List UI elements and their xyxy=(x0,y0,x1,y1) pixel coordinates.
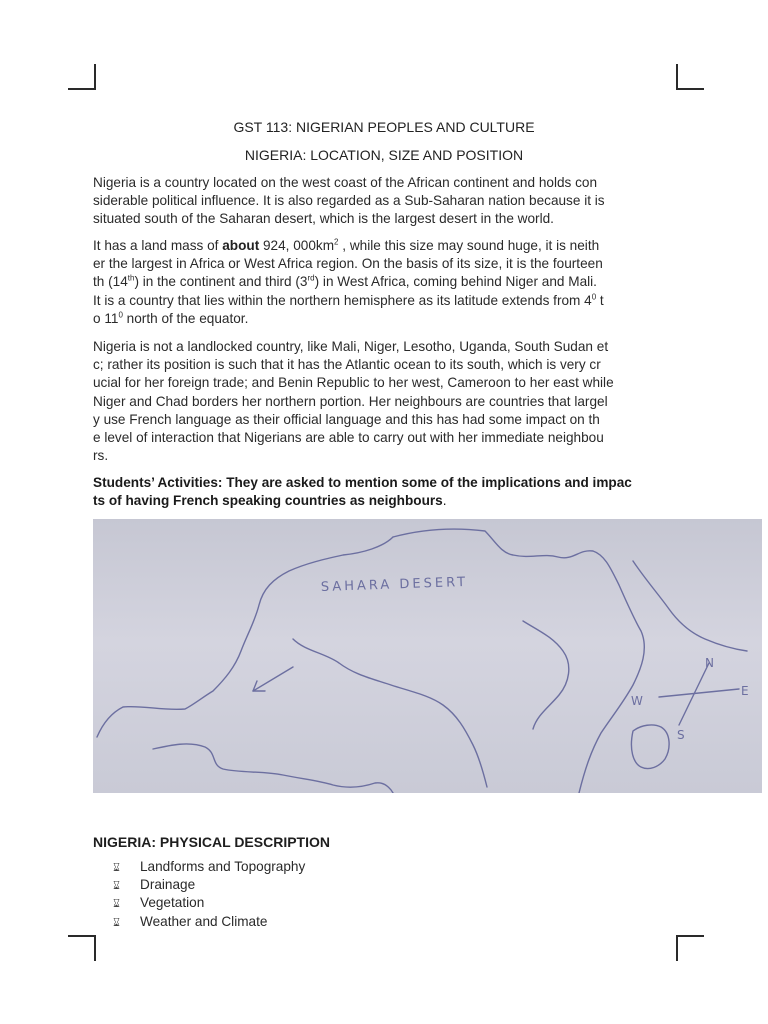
continent-west-coast xyxy=(97,537,393,737)
hand-drawn-africa-map xyxy=(93,519,762,793)
list-item: ⌛︎ Vegetation xyxy=(113,894,305,912)
hourglass-bullet-icon: ⌛︎ xyxy=(113,898,120,911)
text-line: situated south of the Saharan desert, which is the largest desert in the world. xyxy=(93,211,554,227)
text-line: c; rather its position is such that it has the Atlantic ocean to its south, which is very cr xyxy=(93,357,601,373)
text-line: Nigeria is a country located on the west coast of the African continent and holds con xyxy=(93,175,598,190)
inland-border xyxy=(523,621,569,729)
crop-mark-bottom-left xyxy=(68,935,96,961)
text-line: e level of interaction that Nigerians are able to carry out with her immediate neighbou xyxy=(93,430,604,446)
paragraph-size xyxy=(93,237,678,328)
compass-east: E xyxy=(741,684,749,698)
continent-outline xyxy=(393,529,644,793)
compass-north: N xyxy=(705,656,714,670)
paragraph-location xyxy=(93,174,678,229)
map-sketch xyxy=(93,519,762,793)
text-line: It has a land mass of about 924, $000km^2$ , while this size may sound huge, it is neith xyxy=(93,237,600,253)
desert-label: SAHARA DESERT xyxy=(320,574,469,595)
physical-description-heading: NIGERIA: PHYSICAL DESCRIPTION xyxy=(93,834,330,850)
students-activity xyxy=(93,474,678,511)
gulf-coast xyxy=(153,744,393,793)
text-line: Nigeria is not a landlocked country, like Mali, Niger, Lesotho, Uganda, South Sudan et xyxy=(93,339,609,354)
hourglass-bullet-icon: ⌛︎ xyxy=(113,880,120,893)
crop-mark-top-right xyxy=(676,64,704,90)
physical-topics-list xyxy=(113,858,305,931)
course-title: GST 113: NIGERIAN PEOPLES AND CULTURE xyxy=(233,119,535,135)
text-line: y use French language as their official language and this has had some impact on th xyxy=(93,411,600,427)
hourglass-bullet-icon: ⌛︎ xyxy=(113,862,120,874)
crop-mark-bottom-right xyxy=(676,935,704,961)
text-line: siderable political influence. It is also regarded as a Sub-Saharan nation because it is xyxy=(93,193,605,209)
text-line: er the largest in Africa or West Africa region. On the basis of its size, it is the fourteen xyxy=(93,256,603,272)
activity-line: ts of having French speaking countries as neighbours. xyxy=(93,493,447,509)
east-horn xyxy=(633,561,747,651)
compass-horizontal xyxy=(659,689,739,697)
hourglass-bullet-icon: ⌛︎ xyxy=(113,916,120,929)
text-line: ucial for her foreign trade; and Benin Republic to her west, Cameroon to her east while xyxy=(93,375,614,391)
crop-mark-top-left xyxy=(68,64,96,90)
list-item: ⌛︎ Weather and Climate xyxy=(113,913,305,931)
text-line: th (14th) in the continent and third (3rd) in West Africa, coming behind Niger and Mali. xyxy=(93,273,597,290)
text-line: Niger and Chad borders her northern portion. Her neighbours are countries that largel xyxy=(93,393,608,409)
island-outline xyxy=(631,725,669,769)
activity-line: Students’ Activities: They are asked to mention some of the implications and impac xyxy=(93,475,632,490)
list-item: ⌛︎ Drainage xyxy=(113,876,305,894)
compass-south: S xyxy=(677,728,685,742)
paragraph-position xyxy=(93,338,678,465)
section-title: NIGERIA: LOCATION, SIZE AND POSITION xyxy=(244,147,524,163)
text-line: rs. xyxy=(93,448,109,464)
arrow-line xyxy=(253,667,293,691)
river-line xyxy=(293,639,487,787)
text-line: o $11^0$ north of the equator. xyxy=(93,310,249,326)
compass-west: W xyxy=(631,694,643,708)
text-line: It is a country that lies within the northern hemisphere as its latitude extends from $4^0$ t xyxy=(93,292,604,308)
list-item: ⌛︎ Landforms and Topography xyxy=(113,858,305,876)
